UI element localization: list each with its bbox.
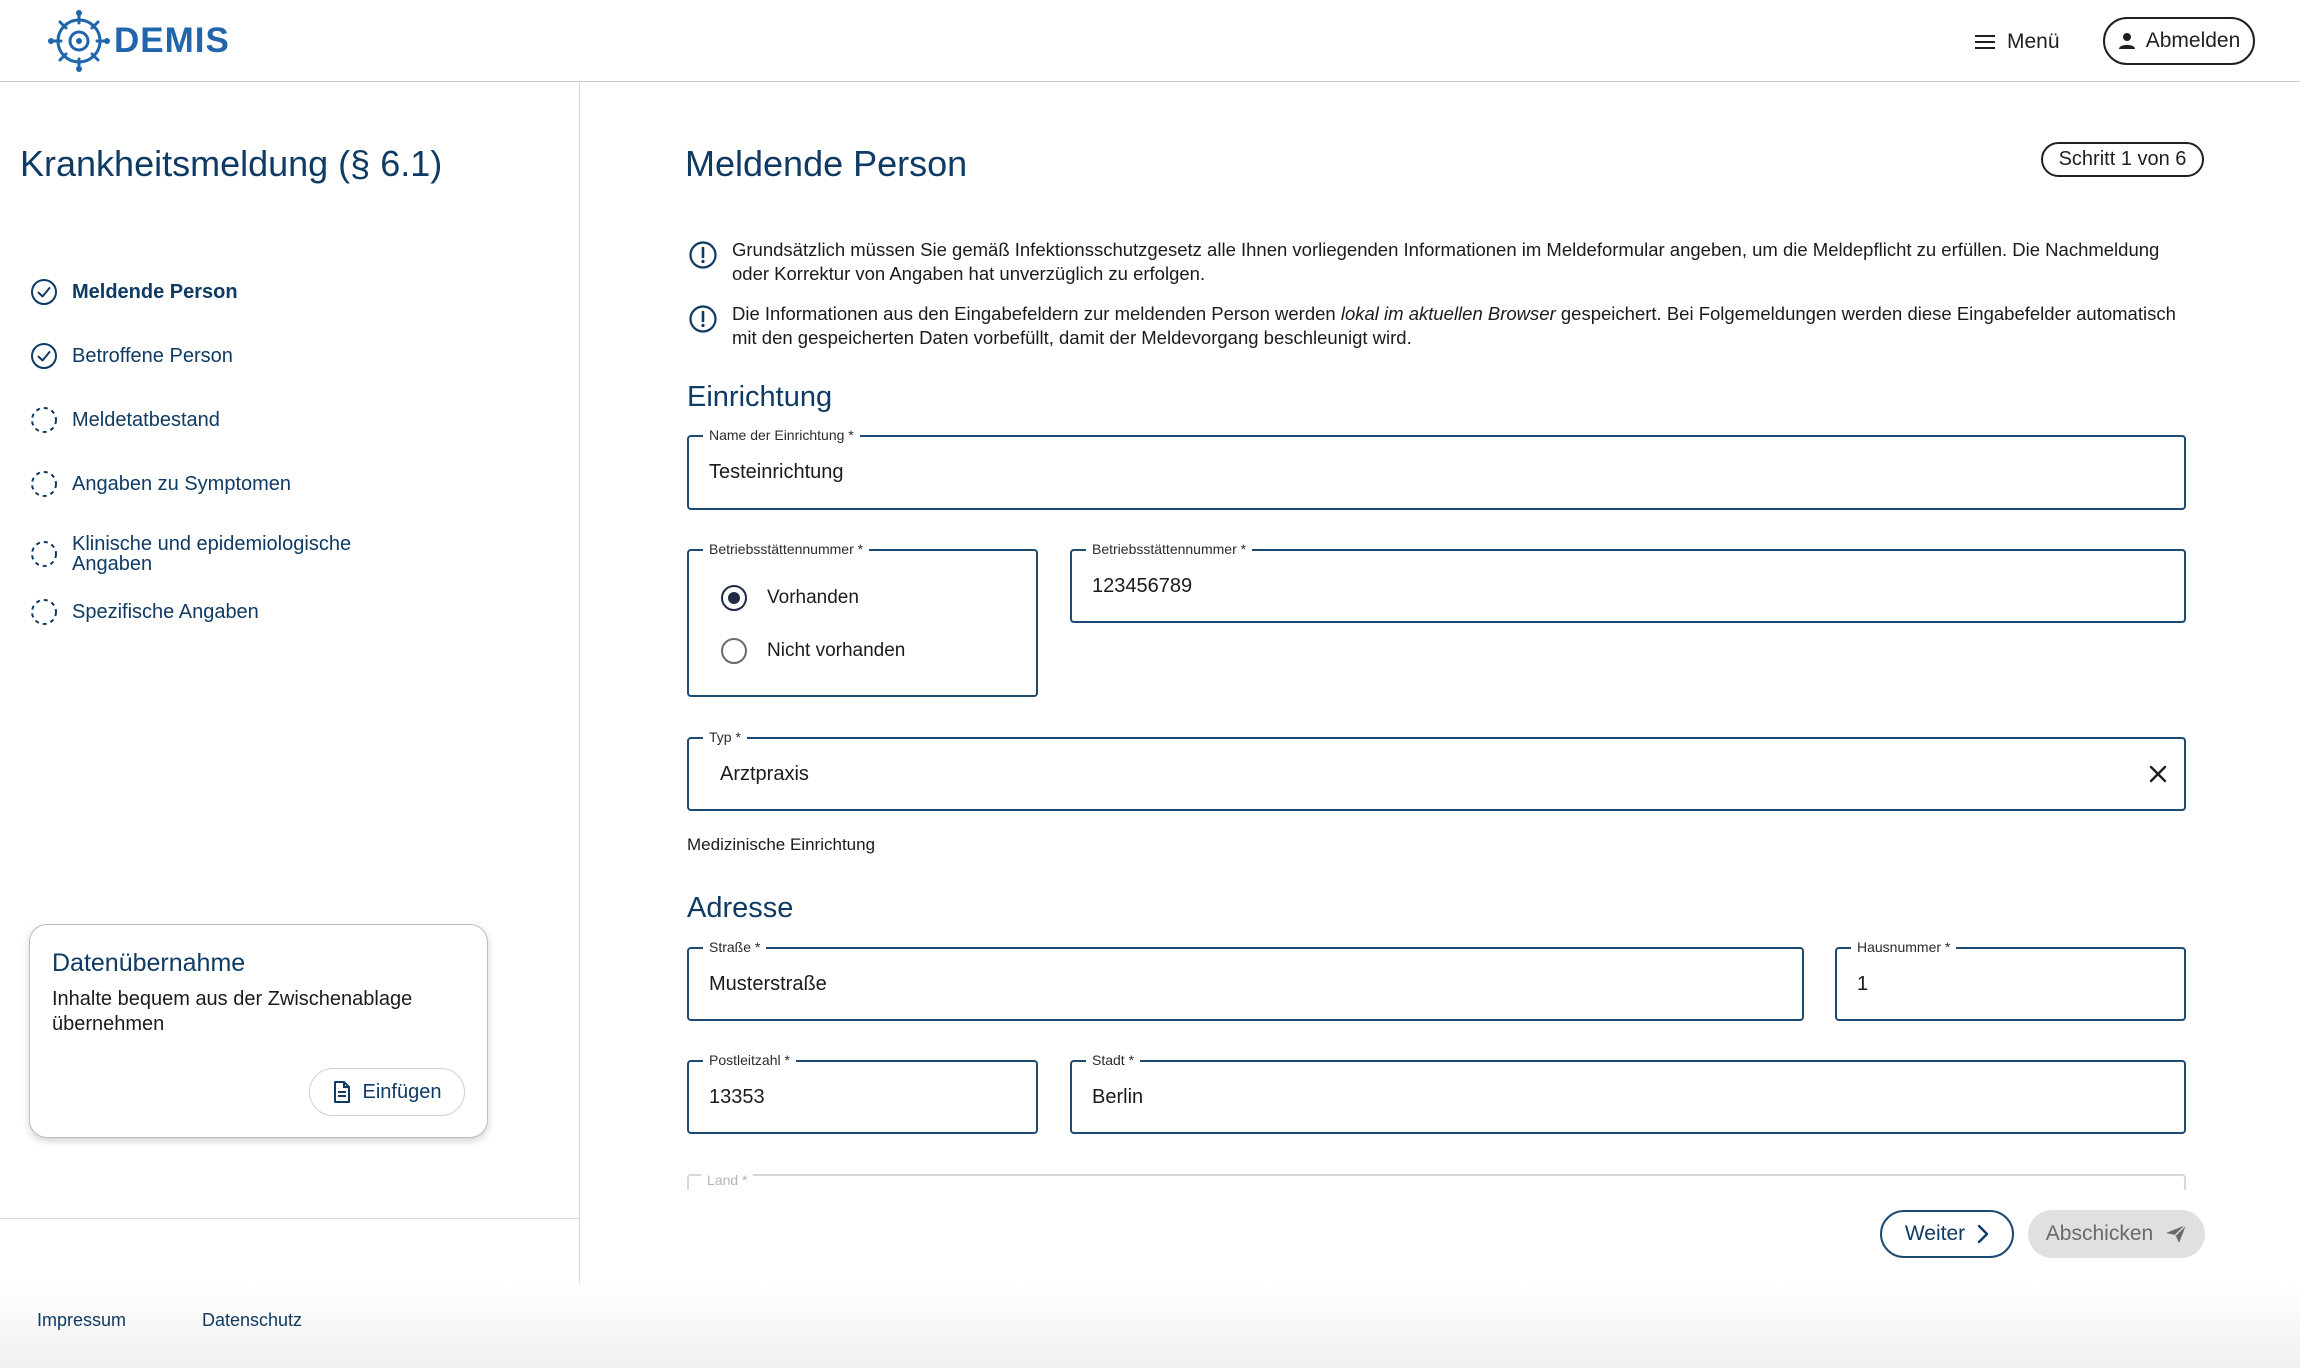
info-text-storage: Die Informationen aus den Eingabefeldern zur meldenden Person werden lokal im aktuellen Browser gespeichert. Bei Folgemeldungen werden diese Eingabefelder automatisch mit den gespeicherten Daten vorbefüllt, damit der Meldevorgang beschleunigt wird. <box>732 303 2176 348</box>
info-text-legal: Grundsätzlich müssen Sie gemäß Infektionsschutzgesetz alle Ihnen vorliegenden Informationen im Meldeformular angeben, um die Meldepflicht zu erfüllen. Die Nachmeldung oder Korrektur von Angaben hat unverzüglich zu erfolgen. <box>732 239 2160 284</box>
submit-button[interactable] <box>2028 1210 2205 1258</box>
info-alert-icon <box>688 240 718 270</box>
next-label: Weiter <box>1904 1222 1966 1245</box>
bsnr-field[interactable] <box>1070 541 2186 623</box>
radio-option-absent[interactable] <box>721 638 905 664</box>
street-field[interactable] <box>687 939 1804 1021</box>
radio-button-checked[interactable] <box>721 585 747 611</box>
info-notice-storage <box>688 302 2188 350</box>
step-spezifische-angaben[interactable] <box>30 598 450 626</box>
field-value: Berlin <box>1092 1085 1144 1108</box>
info-notice-legal <box>688 238 2188 286</box>
dashed-circle-icon <box>30 470 58 498</box>
step-meldende-person[interactable] <box>30 278 450 306</box>
step-label: Meldende Person <box>72 281 238 303</box>
check-circle-icon <box>30 342 58 370</box>
country-field-border <box>687 1174 2186 1190</box>
step-counter-badge: Schritt 1 von 6 <box>2041 142 2204 177</box>
step-label: Betroffene Person <box>72 345 233 367</box>
bsnr-radio-group <box>687 541 1038 697</box>
step-label: Angaben zu Symptomen <box>72 473 292 495</box>
demis-logo[interactable] <box>48 10 230 72</box>
radio-label: Vorhanden <box>767 587 859 608</box>
next-button[interactable] <box>1880 1210 2014 1258</box>
field-label: Typ * <box>703 728 747 746</box>
radio-option-present[interactable] <box>721 585 859 611</box>
section-title-facility: Einrichtung <box>687 381 833 413</box>
top-bar <box>0 0 2300 82</box>
menu-label: Menü <box>2007 30 2060 53</box>
step-symptome[interactable] <box>30 470 450 498</box>
field-label: Postleitzahl * <box>703 1051 796 1069</box>
document-icon <box>333 1081 351 1103</box>
check-circle-icon <box>30 278 58 306</box>
dashed-circle-icon <box>30 406 58 434</box>
step-meldetatbestand[interactable] <box>30 406 450 434</box>
dashed-circle-icon <box>30 598 58 626</box>
submit-label: Abschicken <box>2045 1222 2154 1245</box>
house-number-field[interactable] <box>1835 939 2186 1021</box>
page-title: Meldende Person <box>685 143 968 184</box>
data-import-text: Inhalte bequem aus der Zwischenablage übernehmen <box>52 988 413 1035</box>
field-label: Stadt * <box>1086 1051 1140 1069</box>
field-label: Betriebsstättennummer * <box>1086 540 1252 558</box>
field-value: Arztpraxis <box>720 762 809 785</box>
dashed-circle-icon <box>30 540 58 568</box>
brand-name: DEMIS <box>114 21 230 60</box>
field-label: Straße * <box>703 938 766 956</box>
field-label: Hausnummer * <box>1851 938 1956 956</box>
step-betroffene-person[interactable] <box>30 342 450 370</box>
section-title-address: Adresse <box>687 892 794 924</box>
field-label: Name der Einrichtung * <box>703 426 860 444</box>
country-field[interactable] <box>687 1174 2186 1190</box>
step-klinische-angaben[interactable] <box>30 534 450 574</box>
hamburger-icon <box>1975 34 1995 50</box>
datenschutz-link[interactable]: Datenschutz <box>202 1310 303 1330</box>
data-import-title: Datenübernahme <box>52 949 246 977</box>
field-value: 1 <box>1857 972 1869 995</box>
step-label: Spezifische Angaben <box>72 601 259 623</box>
field-value: 13353 <box>709 1085 765 1108</box>
user-icon <box>2118 32 2136 50</box>
chevron-right-icon <box>1977 1224 1989 1244</box>
field-value: Musterstraße <box>709 972 827 995</box>
logout-button[interactable] <box>2103 17 2255 65</box>
demis-logo-icon <box>48 10 110 72</box>
radio-button[interactable] <box>721 638 747 664</box>
menu-button[interactable] <box>1975 22 2060 62</box>
field-label: Betriebsstättennummer * <box>703 540 869 558</box>
city-field[interactable] <box>1070 1052 2186 1134</box>
logout-label: Abmelden <box>2145 29 2241 52</box>
type-hint: Medizinische Einrichtung <box>687 835 876 854</box>
footer <box>0 1285 2300 1368</box>
facility-name-field[interactable] <box>687 427 2186 510</box>
data-import-card <box>29 924 488 1138</box>
close-icon[interactable] <box>2148 764 2168 784</box>
radio-label: Nicht vorhanden <box>767 640 906 661</box>
field-label: Land * <box>701 1174 753 1188</box>
step-label: Klinische und epidemiologische Angaben <box>72 533 352 575</box>
field-value: Testeinrichtung <box>709 461 844 483</box>
step-label: Meldetatbestand <box>72 409 220 431</box>
sidebar <box>0 83 580 1283</box>
info-alert-icon <box>688 304 718 334</box>
paste-button[interactable] <box>309 1068 465 1116</box>
paste-label: Einfügen <box>362 1080 442 1103</box>
sidebar-divider <box>0 1218 580 1219</box>
form-title: Krankheitsmeldung (§ 6.1) <box>20 143 443 184</box>
send-icon <box>2165 1224 2187 1244</box>
impressum-link[interactable]: Impressum <box>37 1310 127 1330</box>
field-value: 123456789 <box>1092 574 1193 597</box>
zip-field[interactable] <box>687 1052 1038 1134</box>
type-select[interactable] <box>687 729 2186 811</box>
